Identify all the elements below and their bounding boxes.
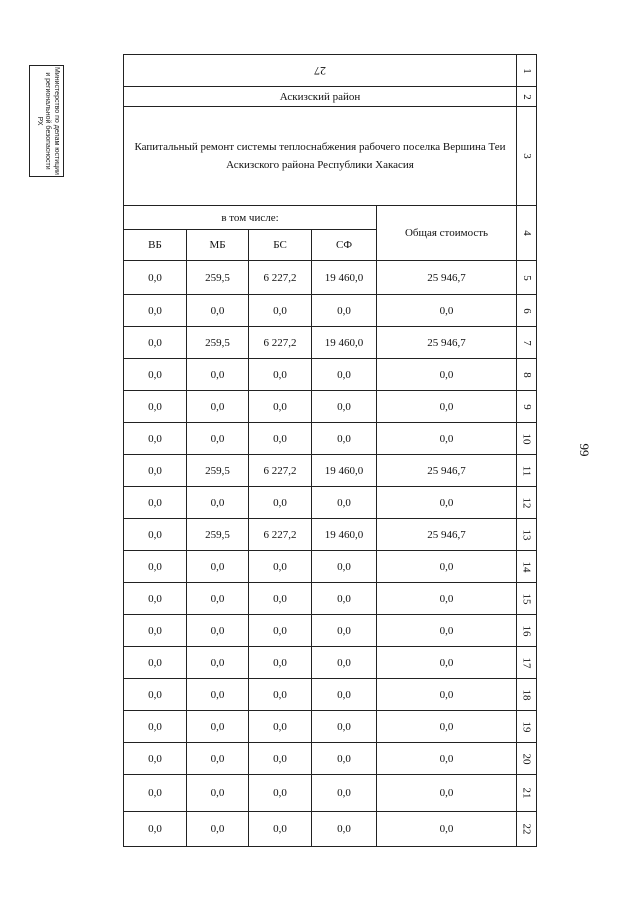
- cell-mb: 0,0: [187, 359, 249, 391]
- row-number-cell: [517, 55, 537, 87]
- cell-bs: 0,0: [249, 743, 312, 775]
- cell-bs: 0,0: [249, 423, 312, 455]
- cell-vb: 0,0: [124, 423, 187, 455]
- row-number-cell: [517, 775, 537, 812]
- row-number: 14: [520, 561, 533, 572]
- cell-bs: 0,0: [249, 615, 312, 647]
- table-row: [124, 455, 537, 487]
- row-number-cell: [517, 87, 537, 107]
- row-number: 10: [520, 433, 533, 444]
- row-number-cell: [517, 551, 537, 583]
- cell-bs: 0,0: [249, 487, 312, 519]
- cell-total: 0,0: [377, 615, 517, 647]
- cell-total: 0,0: [377, 812, 517, 847]
- cell-total: 25 946,7: [377, 455, 517, 487]
- cell-sf: 0,0: [312, 775, 377, 812]
- cell-sf: 0,0: [312, 679, 377, 711]
- row-number-cell: [517, 327, 537, 359]
- table-row: [124, 327, 537, 359]
- row-number-cell: [517, 107, 537, 206]
- table-row: [124, 551, 537, 583]
- row-number: 21: [520, 787, 533, 799]
- row-number: 12: [520, 497, 533, 508]
- cell-total: 25 946,7: [377, 261, 517, 295]
- cell-vb: 0,0: [124, 487, 187, 519]
- cell-mb: 0,0: [187, 647, 249, 679]
- cell-total: 0,0: [377, 487, 517, 519]
- stamp-text: Министерство по делам юстиции и региональной безопасности РХ: [35, 67, 60, 175]
- cell-mb: 0,0: [187, 775, 249, 812]
- total-cost-header: Общая стоимость: [377, 206, 517, 261]
- cell-total: 25 946,7: [377, 519, 517, 551]
- cell-bs: 0,0: [249, 711, 312, 743]
- cell-total: 0,0: [377, 359, 517, 391]
- cell-bs: 0,0: [249, 583, 312, 615]
- cell-bs: 0,0: [249, 775, 312, 812]
- cell-sf: 0,0: [312, 647, 377, 679]
- district-name: Аскизский район: [124, 87, 517, 107]
- cell-total: 25 946,7: [377, 327, 517, 359]
- cell-bs: 6 227,2: [249, 327, 312, 359]
- page-label: 27: [314, 64, 327, 78]
- cell-sf: 19 460,0: [312, 327, 377, 359]
- table-row: [124, 743, 537, 775]
- cell-vb: 0,0: [124, 551, 187, 583]
- row-number: 9: [520, 403, 533, 410]
- cell-vb: 0,0: [124, 812, 187, 847]
- cell-total: 0,0: [377, 647, 517, 679]
- cell-sf: 0,0: [312, 743, 377, 775]
- table-row: [124, 487, 537, 519]
- cell-total: 0,0: [377, 583, 517, 615]
- column-header-mb: МБ: [187, 230, 249, 261]
- cost-table-body: [124, 55, 537, 847]
- row-number: 20: [520, 753, 533, 764]
- cell-mb: 0,0: [187, 391, 249, 423]
- project-title: Капитальный ремонт системы теплоснабжения рабочего поселка Вершина Теи Аскизского района Республики Хакасия: [124, 107, 517, 206]
- cell-sf: 0,0: [312, 423, 377, 455]
- cell-sf: 0,0: [312, 551, 377, 583]
- row-number: 8: [520, 371, 533, 378]
- cell-mb: 0,0: [187, 679, 249, 711]
- cell-vb: 0,0: [124, 647, 187, 679]
- row-number: 22: [520, 823, 533, 835]
- table-row: [124, 261, 537, 295]
- page-number: 99: [577, 443, 592, 457]
- cell-sf: 0,0: [312, 391, 377, 423]
- cell-total: 0,0: [377, 679, 517, 711]
- cell-mb: 0,0: [187, 615, 249, 647]
- table-row: [124, 647, 537, 679]
- row-number-cell: [517, 261, 537, 295]
- header-row-project: [124, 107, 537, 206]
- cell-sf: 19 460,0: [312, 455, 377, 487]
- cell-vb: 0,0: [124, 261, 187, 295]
- cell-vb: 0,0: [124, 327, 187, 359]
- row-number: 3: [520, 153, 533, 159]
- row-number-cell: [517, 743, 537, 775]
- cell-vb: 0,0: [124, 679, 187, 711]
- cell-sf: 0,0: [312, 487, 377, 519]
- header-row-including: [124, 206, 537, 230]
- cell-mb: 259,5: [187, 519, 249, 551]
- cell-sf: 0,0: [312, 711, 377, 743]
- row-number: 16: [520, 625, 533, 636]
- row-number-cell: [517, 359, 537, 391]
- cell-total: 0,0: [377, 743, 517, 775]
- cell-total: 0,0: [377, 423, 517, 455]
- row-number-cell: [517, 583, 537, 615]
- cell-bs: 0,0: [249, 295, 312, 327]
- column-header-bs: БС: [249, 230, 312, 261]
- column-header-vb: ВБ: [124, 230, 187, 261]
- cell-bs: 0,0: [249, 359, 312, 391]
- row-number: 15: [520, 593, 533, 604]
- cell-vb: 0,0: [124, 295, 187, 327]
- table-row: [124, 615, 537, 647]
- cell-mb: 0,0: [187, 743, 249, 775]
- cell-vb: 0,0: [124, 455, 187, 487]
- row-number: 13: [520, 529, 533, 540]
- table-row: [124, 295, 537, 327]
- row-number: 17: [520, 657, 533, 668]
- cell-bs: 6 227,2: [249, 455, 312, 487]
- row-number-cell: [517, 647, 537, 679]
- cell-bs: 6 227,2: [249, 261, 312, 295]
- cell-total: 0,0: [377, 391, 517, 423]
- cell-vb: 0,0: [124, 583, 187, 615]
- cell-bs: 0,0: [249, 391, 312, 423]
- row-number-cell: [517, 679, 537, 711]
- including-label: в том числе:: [124, 206, 377, 230]
- cell-sf: 19 460,0: [312, 519, 377, 551]
- row-number-cell: [517, 615, 537, 647]
- row-number-cell: [517, 455, 537, 487]
- cell-mb: 259,5: [187, 327, 249, 359]
- cell-mb: 259,5: [187, 455, 249, 487]
- cell-mb: 259,5: [187, 261, 249, 295]
- cell-vb: 0,0: [124, 519, 187, 551]
- cell-vb: 0,0: [124, 359, 187, 391]
- table-row: [124, 423, 537, 455]
- cell-vb: 0,0: [124, 711, 187, 743]
- row-number-cell: [517, 487, 537, 519]
- cell-sf: 0,0: [312, 583, 377, 615]
- row-number-cell: [517, 812, 537, 847]
- cell-total: 0,0: [377, 711, 517, 743]
- cell-bs: 0,0: [249, 812, 312, 847]
- table-row: [124, 583, 537, 615]
- cell-bs: 6 227,2: [249, 519, 312, 551]
- column-header-sf: СФ: [312, 230, 377, 261]
- row-number: 5: [520, 274, 533, 281]
- table-row: [124, 391, 537, 423]
- row-number: 7: [520, 339, 533, 346]
- row-number: 4: [520, 230, 533, 236]
- header-row-page: [124, 55, 537, 87]
- cell-sf: 19 460,0: [312, 261, 377, 295]
- cell-bs: 0,0: [249, 551, 312, 583]
- row-number: 1: [520, 67, 533, 74]
- cell-total: 0,0: [377, 551, 517, 583]
- page-label-cell: [124, 55, 517, 87]
- cell-sf: 0,0: [312, 615, 377, 647]
- row-number: 2: [520, 93, 533, 100]
- cell-mb: 0,0: [187, 551, 249, 583]
- row-number: 18: [520, 689, 533, 700]
- cell-mb: 0,0: [187, 812, 249, 847]
- cell-mb: 0,0: [187, 487, 249, 519]
- table-row: [124, 775, 537, 812]
- table-row: [124, 711, 537, 743]
- cell-mb: 0,0: [187, 583, 249, 615]
- cell-bs: 0,0: [249, 647, 312, 679]
- cell-vb: 0,0: [124, 615, 187, 647]
- row-number-cell: [517, 519, 537, 551]
- cost-table: [123, 54, 537, 847]
- header-row-district: [124, 87, 537, 107]
- cell-bs: 0,0: [249, 679, 312, 711]
- cell-mb: 0,0: [187, 711, 249, 743]
- cell-total: 0,0: [377, 775, 517, 812]
- row-number: 6: [520, 307, 533, 314]
- row-number: 11: [520, 465, 533, 476]
- cell-sf: 0,0: [312, 359, 377, 391]
- row-number-cell: [517, 206, 537, 261]
- cell-sf: 0,0: [312, 812, 377, 847]
- row-number-cell: [517, 423, 537, 455]
- table-row: [124, 812, 537, 847]
- table-row: [124, 359, 537, 391]
- table-row: [124, 679, 537, 711]
- row-number-cell: [517, 295, 537, 327]
- cell-vb: 0,0: [124, 743, 187, 775]
- cell-mb: 0,0: [187, 423, 249, 455]
- row-number-cell: [517, 711, 537, 743]
- table-row: [124, 519, 537, 551]
- cell-vb: 0,0: [124, 775, 187, 812]
- cell-sf: 0,0: [312, 295, 377, 327]
- row-number: 19: [520, 721, 533, 732]
- row-number-cell: [517, 391, 537, 423]
- cell-vb: 0,0: [124, 391, 187, 423]
- cell-mb: 0,0: [187, 295, 249, 327]
- ministry-stamp: [29, 65, 64, 177]
- cell-total: 0,0: [377, 295, 517, 327]
